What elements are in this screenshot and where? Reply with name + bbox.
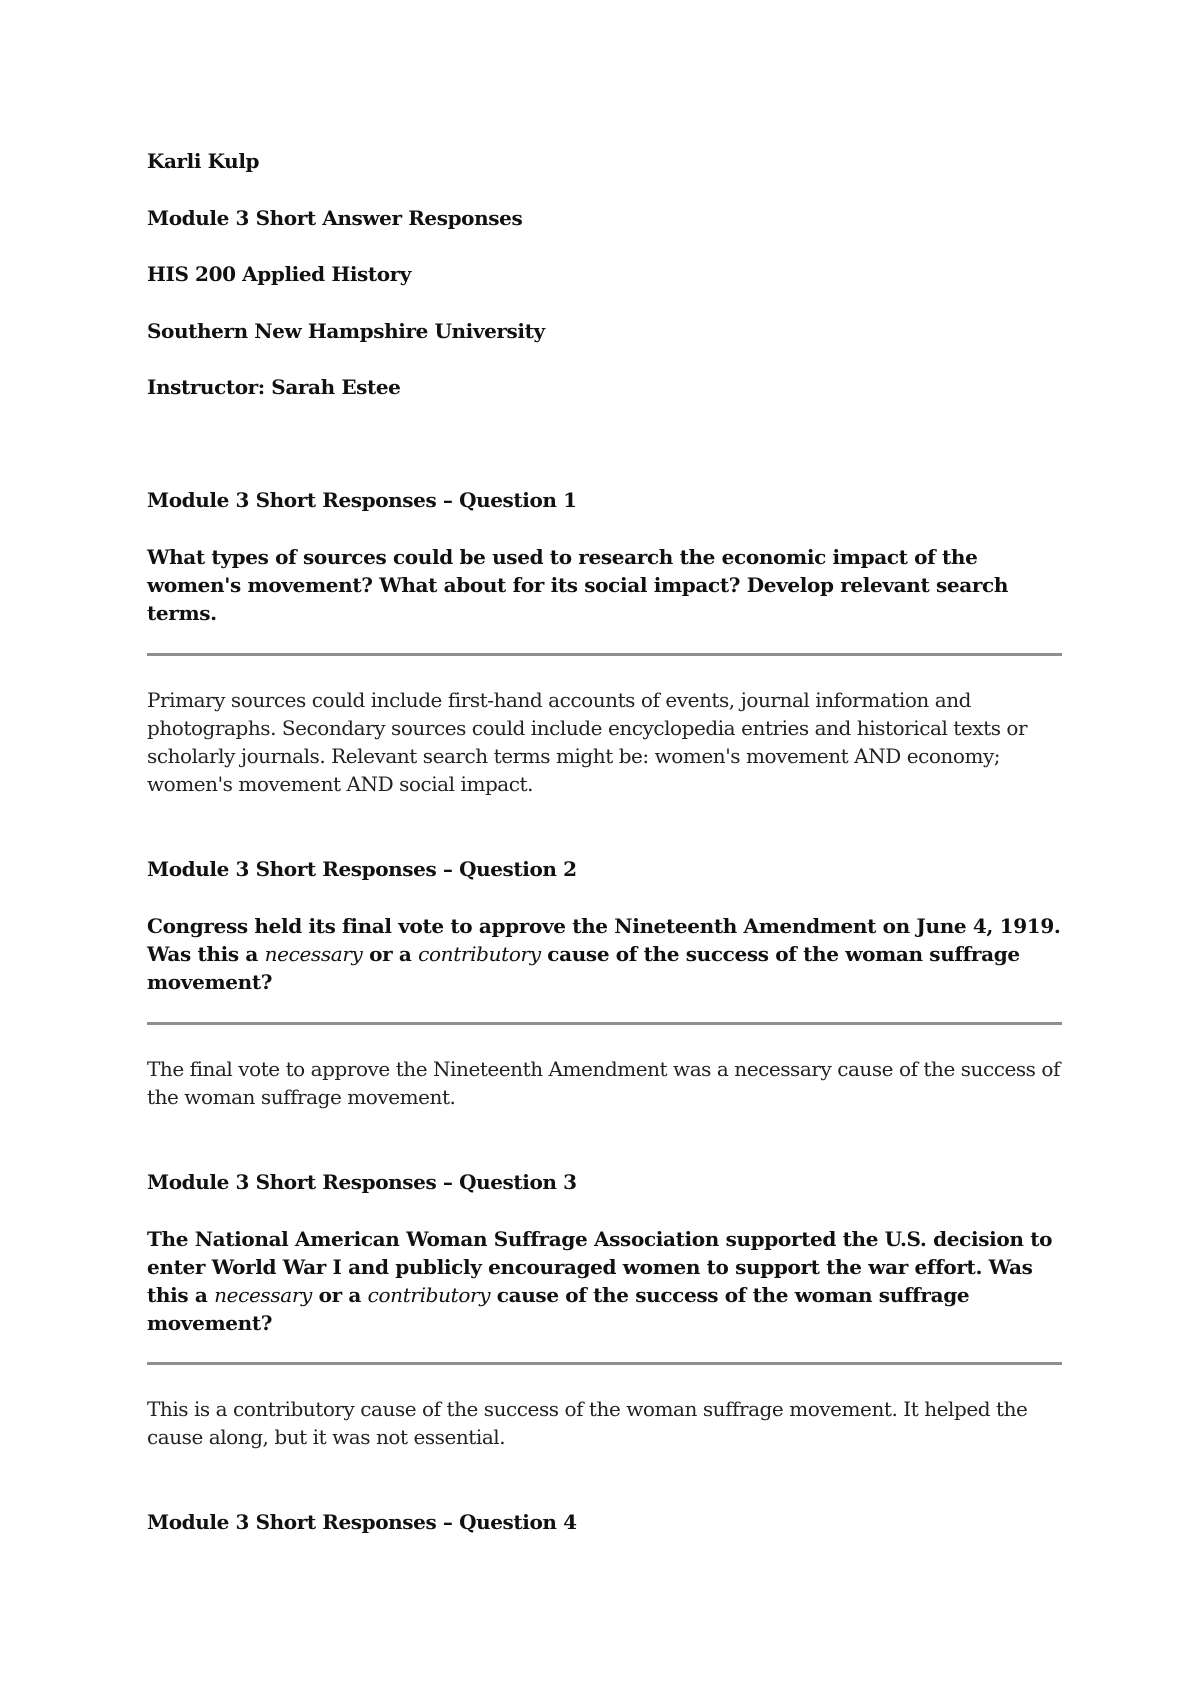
question-3-title: Module 3 Short Responses – Question 3: [147, 1170, 577, 1194]
answer-divider-3: [147, 1362, 1062, 1365]
instructor-name: Instructor: Sarah Estee: [147, 375, 401, 399]
answer-divider-2: [147, 1022, 1062, 1025]
answer-1-text: Primary sources could include first-hand accounts of events, journal information and photographs. Secondary sources could include encyclopedia entries and historical texts or scholarly journals. Relevant search terms might be: women's movement AND economy; women's movement AND social impact.: [147, 688, 1028, 796]
answer-divider-1: [147, 653, 1062, 656]
question-1-text: What types of sources could be used to research the economic impact of the women's movement? What about for its social impact? Develop relevant search terms.: [147, 545, 1009, 625]
question-1-title: Module 3 Short Responses – Question 1: [147, 488, 577, 512]
question-2-title: Module 3 Short Responses – Question 2: [147, 857, 577, 881]
answer-3-text: This is a contributory cause of the success of the woman suffrage movement. It helped the cause along, but it was not essential.: [147, 1397, 1028, 1449]
question-2-text: Congress held its final vote to approve the Nineteenth Amendment on June 4, 1919. Was this a necessary or a contributory cause of the success of the woman suffrage movement?: [147, 914, 1061, 994]
question-4-title: Module 3 Short Responses – Question 4: [147, 1510, 577, 1534]
answer-2-text: The final vote to approve the Nineteenth Amendment was a necessary cause of the success of the woman suffrage movement.: [147, 1057, 1060, 1109]
assignment-title: Module 3 Short Answer Responses: [147, 206, 523, 230]
school-name: Southern New Hampshire University: [147, 319, 545, 343]
author-name: Karli Kulp: [147, 149, 260, 173]
question-3-text: The National American Woman Suffrage Association supported the U.S. decision to enter World War I and publicly encouraged women to support the war effort. Was this a necessary or a contributory cause of the success of the woman suffrage movement?: [147, 1227, 1053, 1335]
course-name: HIS 200 Applied History: [147, 262, 412, 286]
